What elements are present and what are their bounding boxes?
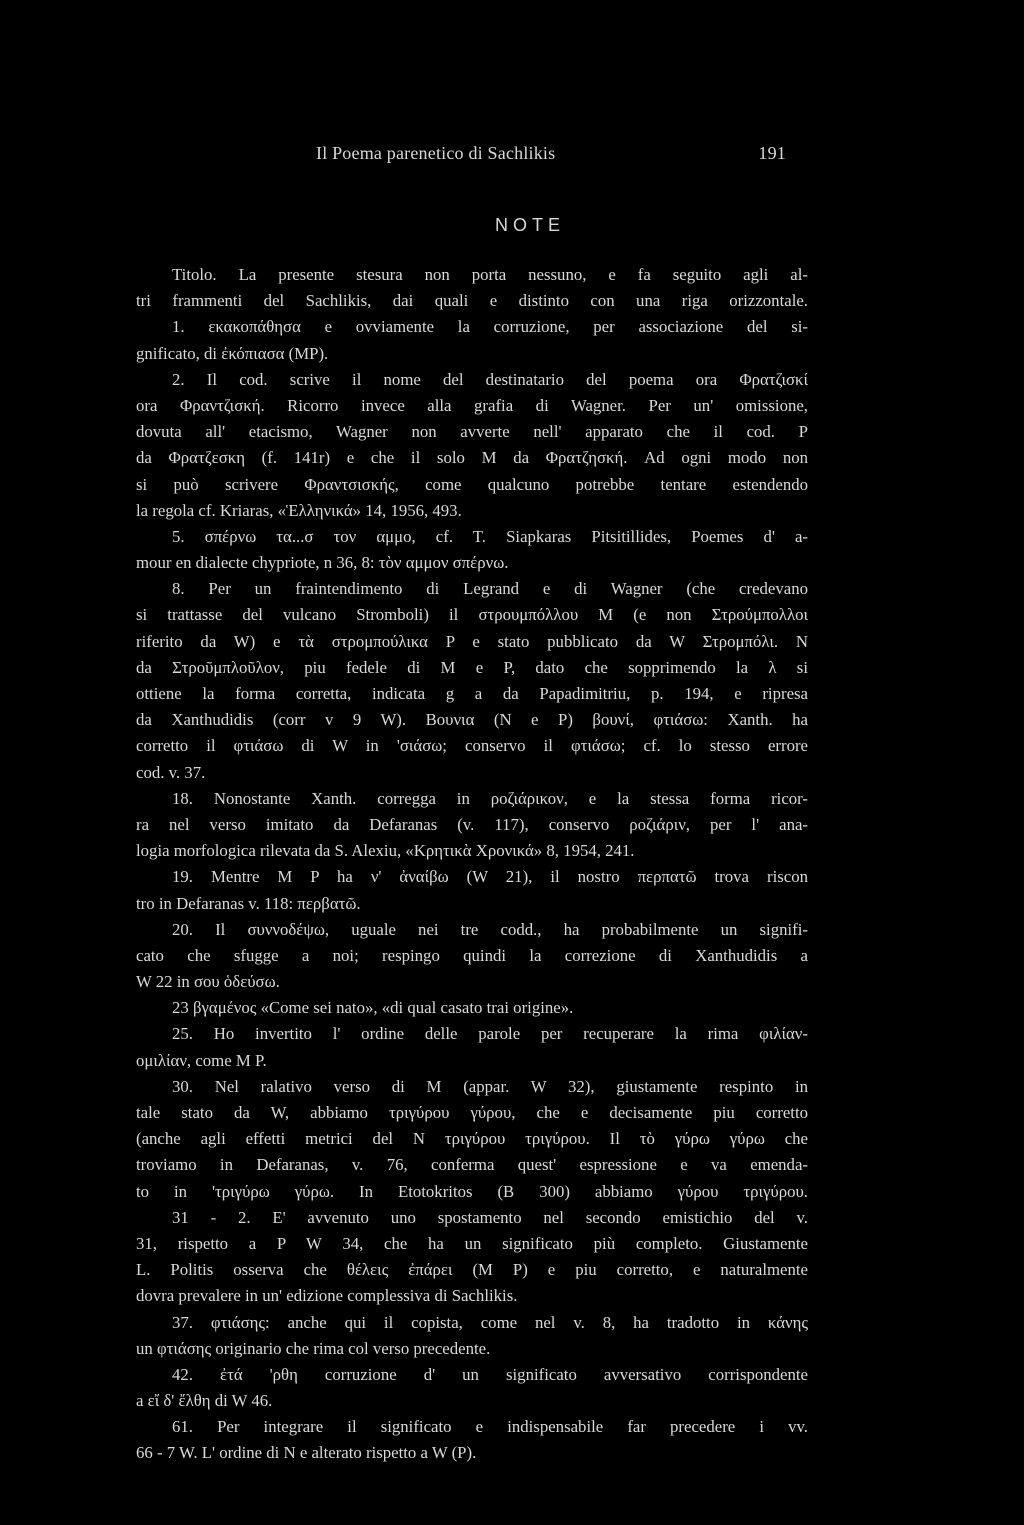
note-line: da Στροῦμπλοῦλον, piu fedele di M e P, dato che sopprimendo la λ si: [136, 657, 808, 677]
note-line: corretto il φτιάσω di W in 'σιάσω; conservo il φτιάσω; cf. lo stesso errore: [136, 736, 808, 756]
note-line: si trattasse del vulcano Stromboli) il στρουμπόλλου M (e non Στρούμπολλοι: [136, 605, 808, 625]
note-line: tale stato da W, abbiamo τριγύρου γύρου, che e decisamente piu corretto: [136, 1103, 808, 1122]
note-line: (anche agli effetti metrici del N τριγύρου τριγύρου. Il τὸ γύρω γύρω che: [136, 1129, 808, 1149]
note-line: un φτιάσης originario che rima col verso precedente.: [136, 1338, 491, 1358]
note-line: 8. Per un fraintendimento di Legrand e di Wagner (che credevano: [172, 579, 808, 599]
note-line: da Φρατζεσκη (f. 141r) e che il solo M da Φρατζησκή. Ad ogni modo non: [136, 448, 808, 468]
note-line: ora Φραντζισκή. Ricorro invece alla grafia di Wagner. Per un' omissione,: [136, 395, 808, 415]
note-line: 25. Ho invertito l' ordine delle parole per recuperare la rima φιλίαν-: [172, 1024, 808, 1044]
notes-body: [136, 262, 808, 1467]
note-line: la regola cf. Kriaras, «Ἑλληνικά» 14, 1956, 493.: [136, 500, 462, 520]
notes-heading: NOTE: [494, 215, 565, 235]
note-line: mour en dialecte chypriote, n 36, 8: τὸν αμμον σπέρνω.: [136, 553, 509, 573]
note-line: 31, rispetto a P W 34, che ha un significato più completo. Giustamente: [136, 1233, 808, 1253]
running-title: Il Poema parenetico di Sachlikis: [316, 143, 556, 163]
note-line: L. Politis osserva che θέλεις ἐπάρει (M P) e piu corretto, e naturalmente: [136, 1260, 808, 1280]
note-line: 20. Il συννοδέψω, uguale nei tre codd., ha probabilmente un signifi-: [172, 919, 808, 939]
note-line: tri frammenti del Sachlikis, dai quali e distinto con una riga orizzontale.: [136, 291, 808, 311]
note-line: 61. Per integrare il significato e indispensabile far precedere i vv.: [172, 1417, 808, 1437]
note-line: tro in Defaranas v. 118: περβατῶ.: [136, 893, 361, 913]
note-line: riferito da W) e τὰ στρομπούλικα P e stato pubblicato da W Στρομπόλι. N: [136, 631, 808, 651]
note-line: logia morfologica rilevata da S. Alexiu, «Κρητικὰ Χρονικά» 8, 1954, 241.: [136, 841, 635, 861]
note-line: 42. ἐτά 'ρθη corruzione d' un significato avversativo corrispondente: [172, 1364, 808, 1384]
note-line: 23 βγαμένος «Come sei nato», «di qual casato trai origine».: [172, 998, 574, 1018]
note-line: gnificato, di ἐκόπιασα (MP).: [136, 343, 329, 363]
note-line: 2. Il cod. scrive il nome del destinatario del poema ora Φρατζισκί: [172, 369, 808, 389]
note-line: ομιλίαν, come M P.: [136, 1050, 267, 1070]
note-line: 37. φτιάσης: anche qui il copista, come nel v. 8, ha tradotto in κάνης: [172, 1312, 808, 1332]
note-line: to in 'τριγύρω γύρω. In Etotokritos (B 300) abbiamo γύρου τριγύρου.: [136, 1181, 808, 1201]
note-line: dovuta all' etacismo, Wagner non avverte nell' apparato che il cod. P: [136, 422, 808, 442]
note-line: 18. Nonostante Xanth. corregga in ροζιάρικον, e la stessa forma ricor-: [172, 788, 808, 808]
note-line: 66 - 7 W. L' ordine di N e alterato rispetto a W (P).: [136, 1443, 477, 1463]
note-line: a εἴ δ' ἔλθη di W 46.: [136, 1391, 273, 1411]
note-line: si può scrivere Φραντσισκής, come qualcuno potrebbe tentare estendendo: [136, 474, 808, 494]
note-line: W 22 in σου ὁδεύσω.: [136, 972, 280, 992]
note-line: 19. Mentre M P ha ν' ἀναίβω (W 21), il nostro περπατῶ trova riscon: [172, 867, 808, 887]
page-number: 191: [758, 143, 786, 163]
note-line: ottiene la forma corretta, indicata g a da Papadimitriu, p. 194, e ripresa: [136, 684, 808, 703]
note-line: cod. v. 37.: [136, 762, 206, 782]
note-line: da Xanthudidis (corr v 9 W). Βουνια (N e P) βουνί, φτιάσω: Xanth. ha: [136, 710, 808, 730]
note-line: cato che sfugge a noi; respingo quindi la correzione di Xanthudidis a: [136, 945, 808, 965]
note-line: dovra prevalere in un' edizione complessiva di Sachlikis.: [136, 1286, 518, 1306]
note-line: 5. σπέρνω τα...σ τον αμμο, cf. T. Siapkaras Pitsitillides, Poemes d' a-: [172, 526, 808, 546]
note-line: Titolo. La presente stesura non porta nessuno, e fa seguito agli al-: [172, 265, 808, 284]
note-line: 30. Nel ralativo verso di M (appar. W 32), giustamente respinto in: [172, 1076, 808, 1096]
note-line: troviamo in Defaranas, v. 76, conferma quest' espressione e va emenda-: [136, 1155, 808, 1175]
note-line: 1. εκακοπάθησα e ovviamente la corruzione, per associazione del si-: [172, 317, 808, 337]
note-line: ra nel verso imitato da Defaranas (v. 117), conservo ροζιάριν, per l' ana-: [136, 814, 808, 834]
note-line: 31 - 2. E' avvenuto uno spostamento nel secondo emistichio del v.: [172, 1207, 808, 1227]
